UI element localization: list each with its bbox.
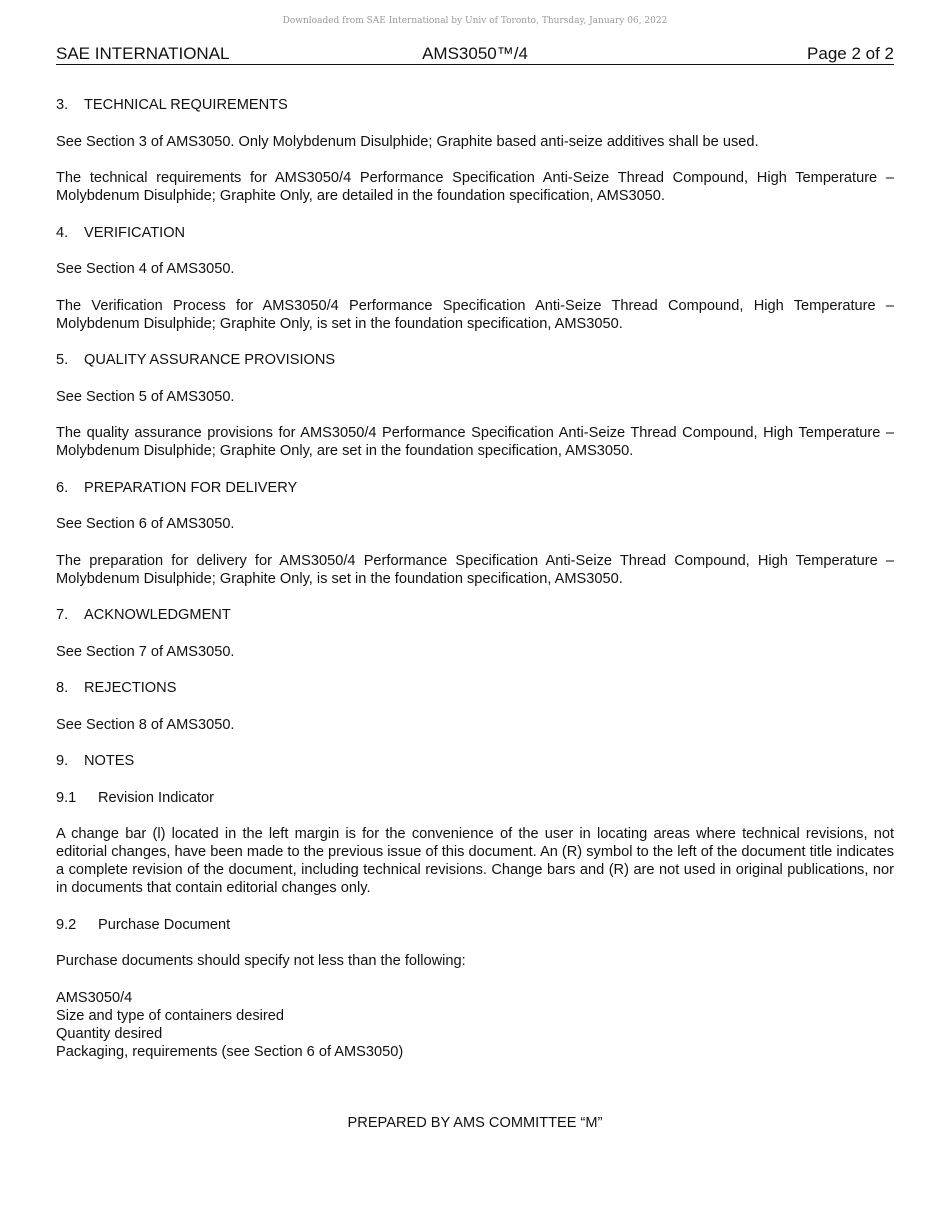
section-3-paragraph-1: See Section 3 of AMS3050. Only Molybdenum Disulphide; Graphite based anti-seize additives shall be used.: [56, 133, 759, 150]
section-number: 5.: [56, 352, 69, 368]
section-title: QUALITY ASSURANCE PROVISIONS: [84, 352, 336, 368]
section-6-paragraph-1: See Section 6 of AMS3050.: [56, 516, 235, 532]
section-number: 7.: [56, 607, 69, 623]
section-title: TECHNICAL REQUIREMENTS: [84, 97, 288, 113]
section-title: VERIFICATION: [84, 224, 186, 241]
section-title: REJECTIONS: [84, 680, 177, 696]
list-item: AMS3050/4: [56, 989, 133, 1006]
page-header: [56, 44, 894, 65]
section-5-heading: [56, 351, 894, 369]
section-3-heading: [56, 96, 894, 114]
subsection-9-1-paragraph: A change bar (l) located in the left margin is for the convenience of the user in locating areas where technical revisions, not editorial changes, have been made to the previous issue of this document. An (R) symbol to the left of the document title indicates a complete revision of the document, including technical revisions. Change bars and (R) are not used in original publications, nor in documents that contain editorial changes only.: [56, 826, 894, 896]
section-4-paragraph-1: See Section 4 of AMS3050.: [56, 261, 235, 277]
section-8-paragraph-1: See Section 8 of AMS3050.: [56, 716, 235, 733]
section-4-paragraph-2: The Verification Process for AMS3050/4 Performance Specification Anti-Seize Thread Compound, High Temperature – Molybdenum Disulphide; Graphite Only, is set in the foundation specification, AMS3050.: [56, 297, 894, 332]
section-5-paragraph-1: See Section 5 of AMS3050.: [56, 388, 235, 405]
subsection-number: 9.1: [56, 789, 77, 806]
section-6-paragraph-2: The preparation for delivery for AMS3050/4 Performance Specification Anti-Seize Thread Compound, High Temperature – Molybdenum Disulphide; Graphite Only, is set in the foundation specification, AMS3050.: [56, 552, 894, 587]
section-4-heading: [56, 224, 894, 242]
section-7-paragraph-1: See Section 7 of AMS3050.: [56, 643, 235, 660]
section-number: 9.: [56, 753, 69, 769]
section-number: 4.: [56, 224, 69, 241]
section-8-heading: [56, 679, 894, 697]
subsection-number: 9.2: [56, 916, 77, 933]
section-number: 3.: [56, 97, 69, 113]
list-item: Size and type of containers desired: [56, 1007, 284, 1024]
header-document-number: AMS3050™/4: [422, 44, 528, 63]
purchase-requirements-list: [56, 989, 894, 1061]
subsection-9-2-paragraph: Purchase documents should specify not less than the following:: [56, 953, 466, 969]
section-title: NOTES: [84, 753, 135, 769]
section-number: 8.: [56, 680, 69, 696]
section-9-heading: [56, 752, 894, 770]
subsection-title: Revision Indicator: [98, 789, 214, 806]
section-6-heading: [56, 479, 894, 497]
section-title: PREPARATION FOR DELIVERY: [84, 479, 298, 496]
section-title: ACKNOWLEDGMENT: [84, 607, 231, 623]
list-item: Packaging, requirements (see Section 6 of AMS3050): [56, 1043, 404, 1060]
header-page-number: Page 2 of 2: [807, 44, 894, 63]
header-publisher: SAE INTERNATIONAL: [56, 44, 230, 63]
list-item: Quantity desired: [56, 1025, 163, 1042]
subsection-9-1-heading: [56, 789, 894, 807]
subsection-title: Purchase Document: [98, 916, 231, 933]
section-3-paragraph-2: The technical requirements for AMS3050/4 Performance Specification Anti-Seize Thread Compound, High Temperature – Molybdenum Disulphide; Graphite Only, are detailed in the foundation specification, AMS3050.: [56, 170, 894, 204]
document-body: [56, 96, 894, 1061]
section-number: 6.: [56, 479, 69, 496]
subsection-9-2-heading: [56, 916, 894, 934]
section-7-heading: [56, 606, 894, 624]
prepared-by-footer: PREPARED BY AMS COMMITTEE “M”: [347, 1115, 603, 1131]
download-watermark: Downloaded from SAE International by Univ of Toronto, Thursday, January 06, 2022: [282, 16, 668, 26]
section-5-paragraph-2: The quality assurance provisions for AMS3050/4 Performance Specification Anti-Seize Thread Compound, High Temperature – Molybdenum Disulphide; Graphite Only, are set in the foundation specification, AMS3050.: [56, 425, 894, 459]
